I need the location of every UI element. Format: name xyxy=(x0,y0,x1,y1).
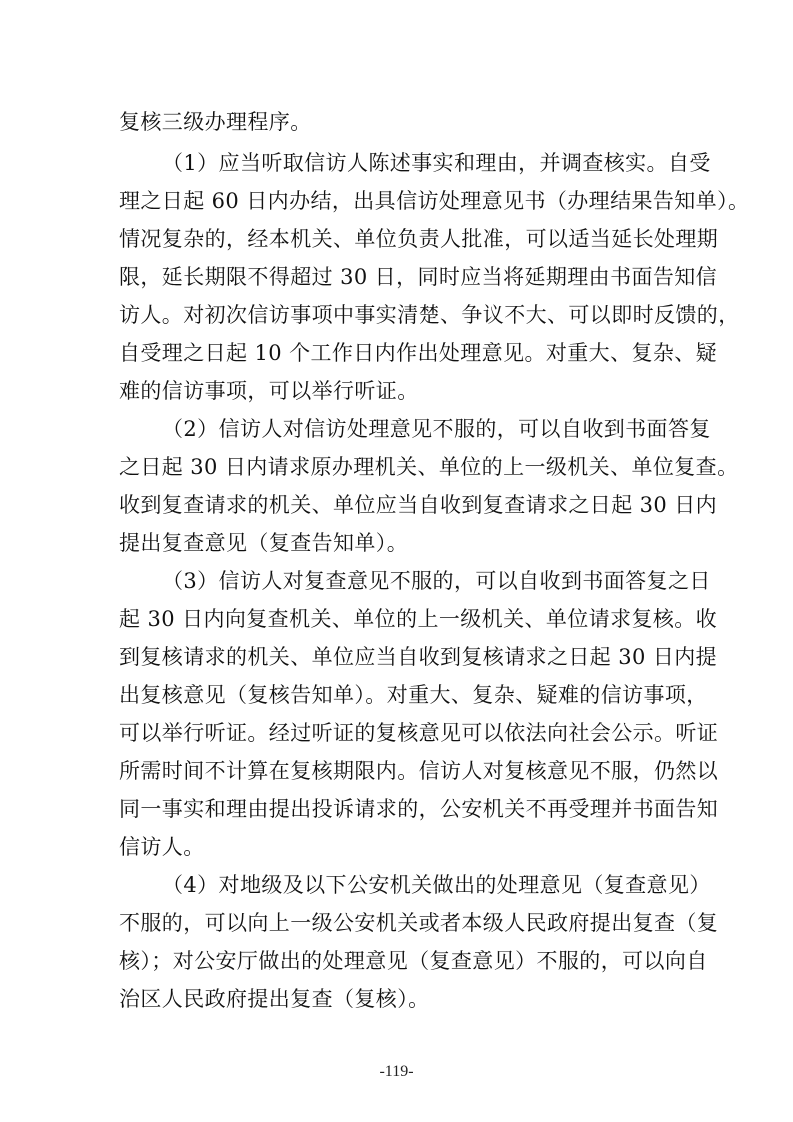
text-line: 复核三级办理程序。 xyxy=(119,110,312,134)
text-line: 情况复杂的，经本机关、单位负责人批准，可以适当延长处理期 xyxy=(119,227,719,251)
text-line: 理之日起 60 日内办结，出具信访处理意见书（办理结果告知单）。 xyxy=(119,189,750,213)
paragraph-2-first-line: （2）信访人对信访处理意见不服的，可以自收到书面答复 xyxy=(162,417,711,441)
text-line: 访人。对初次信访事项中事实清楚、争议不大、可以即时反馈的， xyxy=(119,303,740,327)
paragraph-4-first-line: （4）对地级及以下公安机关做出的处理意见（复查意见） xyxy=(162,873,711,897)
text-line: 不服的，可以向上一级公安机关或者本级人民政府提出复查（复 xyxy=(119,911,719,935)
text-line: 核）；对公安厅做出的处理意见（复查意见）不服的，可以向自 xyxy=(119,949,708,973)
text-line: 自受理之日起 10 个工作日内作出处理意见。对重大、复杂、疑 xyxy=(119,341,718,365)
paragraph-1-first-line: （1）应当听取信访人陈述事实和理由，并调查核实。自受 xyxy=(162,151,711,175)
text-line: 治区人民政府提出复查（复核）。 xyxy=(119,987,430,1011)
text-line: 信访人。 xyxy=(119,835,205,859)
text-line: 出复核意见（复核告知单）。对重大、复杂、疑难的信访事项， xyxy=(119,683,708,707)
text-line: 提出复查意见（复查告知单）。 xyxy=(119,531,409,555)
text-line: 起 30 日内向复查机关、单位的上一级机关、单位请求复核。收 xyxy=(119,607,718,631)
text-line: 难的信访事项，可以举行听证。 xyxy=(119,379,419,403)
text-line: 收到复查请求的机关、单位应当自收到复查请求之日起 30 日内 xyxy=(119,493,718,517)
text-line: 到复核请求的机关、单位应当自收到复核请求之日起 30 日内提 xyxy=(119,645,718,669)
paragraph-3-first-line: （3）信访人对复查意见不服的，可以自收到书面答复之日 xyxy=(162,569,711,593)
text-line: 限，延长期限不得超过 30 日，同时应当将延期理由书面告知信 xyxy=(119,265,718,289)
text-line: 可以举行听证。经过听证的复核意见可以依法向社会公示。听证 xyxy=(119,721,719,745)
text-line: 同一事实和理由提出投诉请求的，公安机关不再受理并书面告知 xyxy=(119,797,719,821)
page-number: -119- xyxy=(379,1063,414,1080)
text-line: 之日起 30 日内请求原办理机关、单位的上一级机关、单位复查。 xyxy=(119,455,739,479)
text-line: 所需时间不计算在复核期限内。信访人对复核意见不服，仍然以 xyxy=(119,759,719,783)
